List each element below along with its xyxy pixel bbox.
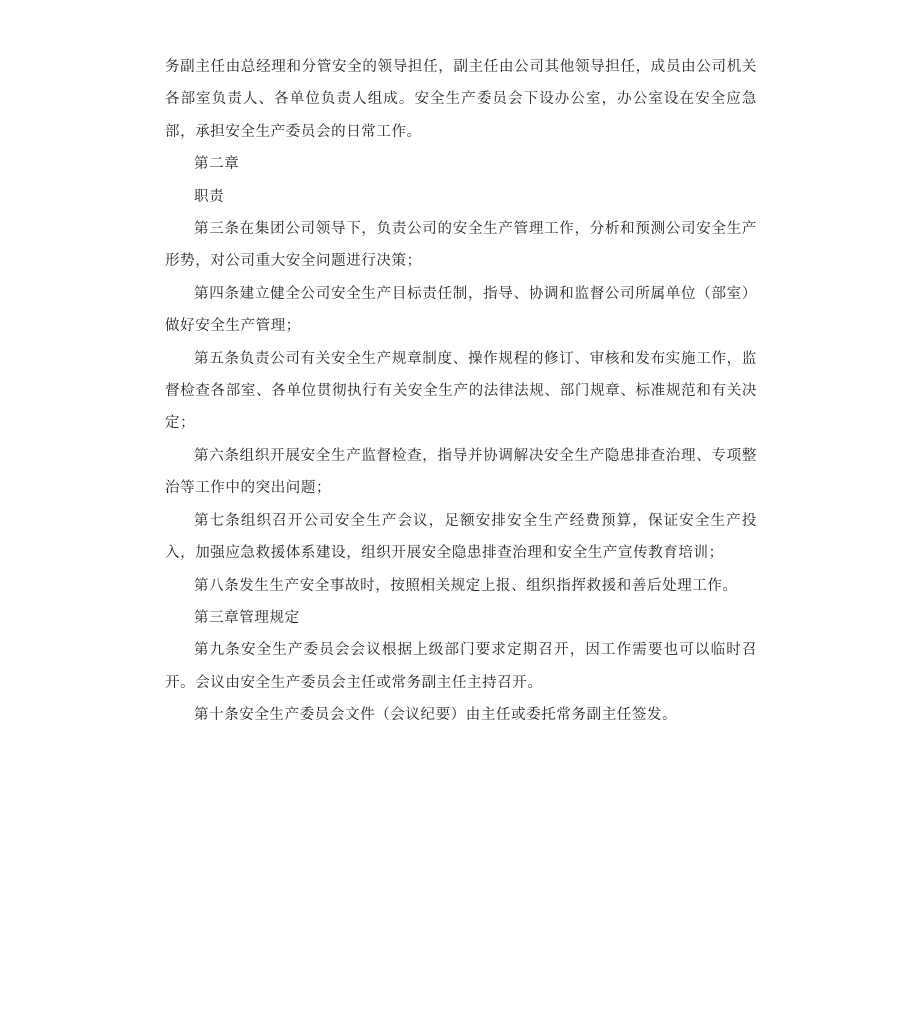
article-7: 第七条组织召开公司安全生产会议，足额安排安全生产经费预算，保证安全生产投入，加强应急救援体系建设，组织开展安全隐患排查治理和安全生产宣传教育培训；	[165, 512, 757, 562]
chapter-heading: 第三章管理规定	[194, 609, 300, 626]
article-8: 第八条发生生产安全事故时，按照相关规定上报、组织指挥救援和善后处理工作。	[194, 577, 738, 594]
article-9: 第九条安全生产委员会会议根据上级部门要求定期召开，因工作需要也可以临时召开。会议由安全生产委员会主任或常务副主任主持召开。	[165, 642, 757, 691]
document-body	[165, 51, 757, 732]
article-3: 第三条在集团公司领导下，负责公司的安全生产管理工作，分析和预测公司安全生产形势，对公司重大安全问题进行决策；	[165, 221, 757, 270]
section-title: 职责	[194, 188, 225, 205]
article-5: 第五条负责公司有关安全生产规章制度、操作规程的修订、审核和发布实施工作，监督检查各部室、各单位贯彻执行有关安全生产的法律法规、部门规章、标准规范和有关决定；	[165, 350, 757, 432]
article-6: 第六条组织开展安全生产监督检查，指导并协调解决安全生产隐患排查治理、专项整治等工作中的突出问题；	[165, 447, 757, 497]
chapter-heading: 第二章	[194, 156, 240, 173]
article-10: 第十条安全生产委员会文件（会议纪要）由主任或委托常务副主任签发。	[194, 707, 678, 724]
paragraph-continuation: 务副主任由总经理和分管安全的领导担任，副主任由公司其他领导担任，成员由公司机关各部室负责人、各单位负责人组成。安全生产委员会下设办公室，办公室设在安全应急部，承担安全生产委员会的日常工作。	[165, 59, 757, 140]
article-4: 第四条建立健全公司安全生产目标责任制，指导、协调和监督公司所属单位（部室）做好安全生产管理；	[165, 285, 757, 335]
